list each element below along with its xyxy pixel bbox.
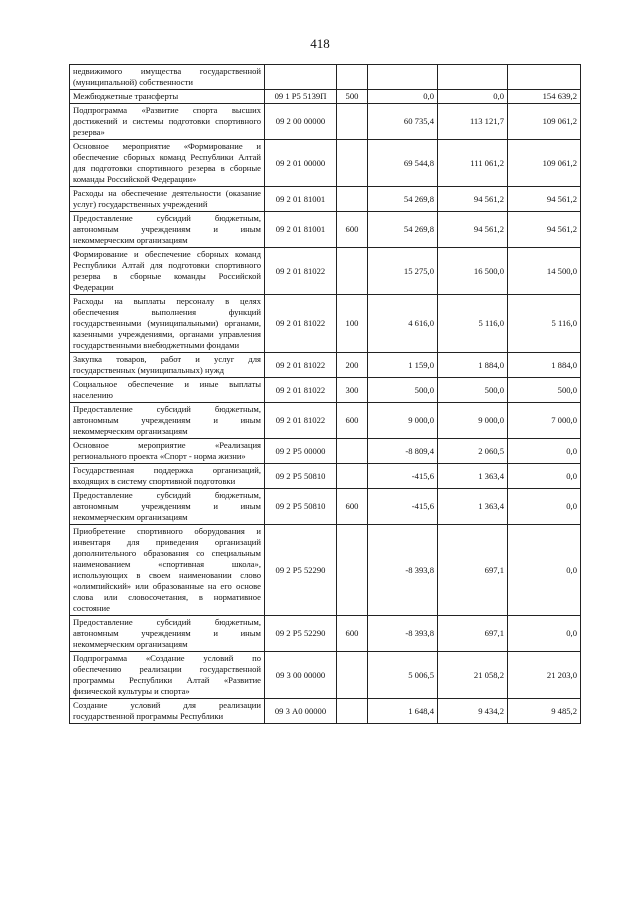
row-type-cell: 500 [337,90,368,104]
row-name-cell: Предоставление субсидий бюджетным, автономным учреждениям и иным некоммерческим организациям [70,616,265,652]
row-amount-1-cell: 9 000,0 [368,403,438,439]
row-amount-2-cell: 9 434,2 [438,699,508,724]
row-type-cell [337,248,368,295]
row-amount-1-cell: 0,0 [368,90,438,104]
row-name-cell: Государственная поддержка организаций, входящих в систему спортивной подготовки [70,464,265,489]
row-code-cell: 09 3 00 00000 [265,652,337,699]
row-name-cell: Расходы на обеспечение деятельности (оказание услуг) государственных учреждений [70,187,265,212]
row-amount-2-cell: 1 363,4 [438,464,508,489]
row-amount-3-cell: 154 639,2 [508,90,581,104]
row-type-cell: 600 [337,212,368,248]
row-name-cell: Создание условий для реализации государственной программы Республики [70,699,265,724]
row-amount-2-cell: 9 000,0 [438,403,508,439]
row-name-cell: Предоставление субсидий бюджетным, автономным учреждениям и иным некоммерческим организациям [70,403,265,439]
table-row [70,699,581,724]
row-amount-1-cell: 4 616,0 [368,295,438,353]
row-name-cell: недвижимого имущества государственной (муниципальной) собственности [70,65,265,90]
row-amount-1-cell: 60 735,4 [368,104,438,140]
row-amount-3-cell: 109 061,2 [508,140,581,187]
row-type-cell: 200 [337,353,368,378]
row-amount-1-cell: -415,6 [368,489,438,525]
row-type-cell [337,439,368,464]
row-type-cell [337,65,368,90]
row-amount-2-cell: 16 500,0 [438,248,508,295]
row-type-cell [337,140,368,187]
row-type-cell [337,525,368,616]
row-type-cell [337,652,368,699]
row-amount-2-cell: 0,0 [438,90,508,104]
row-name-cell: Расходы на выплаты персоналу в целях обеспечения выполнения функций государственными (муниципальными) органами, казенными учреждениями, органами управления государственными внебюджетными фондами [70,295,265,353]
row-amount-3-cell: 0,0 [508,525,581,616]
row-amount-1-cell: -415,6 [368,464,438,489]
row-amount-2-cell: 94 561,2 [438,212,508,248]
row-code-cell: 09 2 01 81001 [265,212,337,248]
row-amount-2-cell: 21 058,2 [438,652,508,699]
row-code-cell: 09 2 01 81022 [265,295,337,353]
row-amount-1-cell [368,65,438,90]
row-type-cell: 600 [337,489,368,525]
table-row [70,65,581,90]
row-amount-1-cell: -8 393,8 [368,616,438,652]
row-code-cell: 09 2 00 00000 [265,104,337,140]
row-amount-2-cell: 2 060,5 [438,439,508,464]
table-row [70,353,581,378]
row-code-cell: 09 3 А0 00000 [265,699,337,724]
row-amount-1-cell: 1 648,4 [368,699,438,724]
budget-table [69,64,581,724]
row-type-cell: 600 [337,616,368,652]
row-amount-1-cell: 69 544,8 [368,140,438,187]
row-code-cell: 09 2 P5 00000 [265,439,337,464]
row-amount-3-cell [508,65,581,90]
row-name-cell: Основное мероприятие «Формирование и обеспечение сборных команд Республики Алтай для подготовки спортивного резерва в сборные команды Российской Федерации» [70,140,265,187]
row-amount-3-cell: 14 500,0 [508,248,581,295]
page-number: 418 [310,36,330,51]
table-row [70,378,581,403]
row-type-cell: 600 [337,403,368,439]
row-amount-1-cell: -8 809,4 [368,439,438,464]
table-row [70,403,581,439]
row-amount-2-cell: 697,1 [438,525,508,616]
row-amount-2-cell: 1 363,4 [438,489,508,525]
row-amount-3-cell: 500,0 [508,378,581,403]
row-code-cell: 09 2 P5 50810 [265,489,337,525]
row-amount-3-cell: 0,0 [508,439,581,464]
row-name-cell: Подпрограмма «Развитие спорта высших достижений и системы подготовки спортивного резерва» [70,104,265,140]
row-amount-3-cell: 0,0 [508,464,581,489]
row-type-cell [337,699,368,724]
row-amount-3-cell: 0,0 [508,616,581,652]
row-name-cell: Предоставление субсидий бюджетным, автономным учреждениям и иным некоммерческим организациям [70,212,265,248]
row-type-cell [337,464,368,489]
row-type-cell: 100 [337,295,368,353]
row-code-cell: 09 2 01 81022 [265,378,337,403]
table-row [70,90,581,104]
table-row [70,295,581,353]
row-amount-3-cell: 1 884,0 [508,353,581,378]
row-code-cell [265,65,337,90]
row-type-cell: 300 [337,378,368,403]
row-name-cell: Основное мероприятие «Реализация регионального проекта «Спорт - норма жизни» [70,439,265,464]
row-amount-2-cell: 500,0 [438,378,508,403]
row-amount-2-cell: 113 121,7 [438,104,508,140]
table-row [70,248,581,295]
table-row [70,489,581,525]
row-amount-1-cell: 15 275,0 [368,248,438,295]
table-row [70,525,581,616]
row-type-cell [337,187,368,212]
row-amount-1-cell: 500,0 [368,378,438,403]
table-row [70,616,581,652]
table-row [70,212,581,248]
row-amount-3-cell: 94 561,2 [508,212,581,248]
row-code-cell: 09 2 01 81022 [265,353,337,378]
row-amount-1-cell: 54 269,8 [368,187,438,212]
row-amount-1-cell: 1 159,0 [368,353,438,378]
row-name-cell: Формирование и обеспечение сборных команд Республики Алтай для подготовки спортивного резерва в сборные команды Российской Федерации [70,248,265,295]
table-row [70,187,581,212]
table-row [70,140,581,187]
row-amount-3-cell: 5 116,0 [508,295,581,353]
row-amount-2-cell [438,65,508,90]
row-amount-2-cell: 697,1 [438,616,508,652]
row-amount-2-cell: 5 116,0 [438,295,508,353]
row-amount-1-cell: -8 393,8 [368,525,438,616]
row-name-cell: Приобретение спортивного оборудования и инвентаря для приведения организаций дополнительного образования со специальным наименованием «спортивная школа», использующих в своем наименовании слово «олимпийский» или образованные на его основе слова или словосочетания, в нормативное состояние [70,525,265,616]
row-code-cell: 09 1 P5 5139П [265,90,337,104]
row-code-cell: 09 2 P5 52290 [265,525,337,616]
row-code-cell: 09 2 01 81022 [265,248,337,295]
table-row [70,104,581,140]
row-code-cell: 09 2 P5 52290 [265,616,337,652]
row-amount-3-cell: 94 561,2 [508,187,581,212]
row-code-cell: 09 2 P5 50810 [265,464,337,489]
row-code-cell: 09 2 01 00000 [265,140,337,187]
row-amount-2-cell: 1 884,0 [438,353,508,378]
row-name-cell: Закупка товаров, работ и услуг для государственных (муниципальных) нужд [70,353,265,378]
row-name-cell: Подпрограмма «Создание условий по обеспечению реализации государственной программы Республики Алтай «Развитие физической культуры и спорта» [70,652,265,699]
row-amount-1-cell: 5 006,5 [368,652,438,699]
row-amount-3-cell: 0,0 [508,489,581,525]
row-amount-3-cell: 109 061,2 [508,104,581,140]
row-amount-3-cell: 9 485,2 [508,699,581,724]
row-amount-2-cell: 111 061,2 [438,140,508,187]
table-row [70,439,581,464]
table-row [70,652,581,699]
table-row [70,464,581,489]
row-amount-2-cell: 94 561,2 [438,187,508,212]
row-code-cell: 09 2 01 81022 [265,403,337,439]
row-amount-3-cell: 21 203,0 [508,652,581,699]
row-amount-3-cell: 7 000,0 [508,403,581,439]
row-name-cell: Предоставление субсидий бюджетным, автономным учреждениям и иным некоммерческим организациям [70,489,265,525]
row-code-cell: 09 2 01 81001 [265,187,337,212]
budget-table-body [70,65,581,724]
row-name-cell: Социальное обеспечение и иные выплаты населению [70,378,265,403]
row-name-cell: Межбюджетные трансферты [70,90,265,104]
row-amount-1-cell: 54 269,8 [368,212,438,248]
row-type-cell [337,104,368,140]
